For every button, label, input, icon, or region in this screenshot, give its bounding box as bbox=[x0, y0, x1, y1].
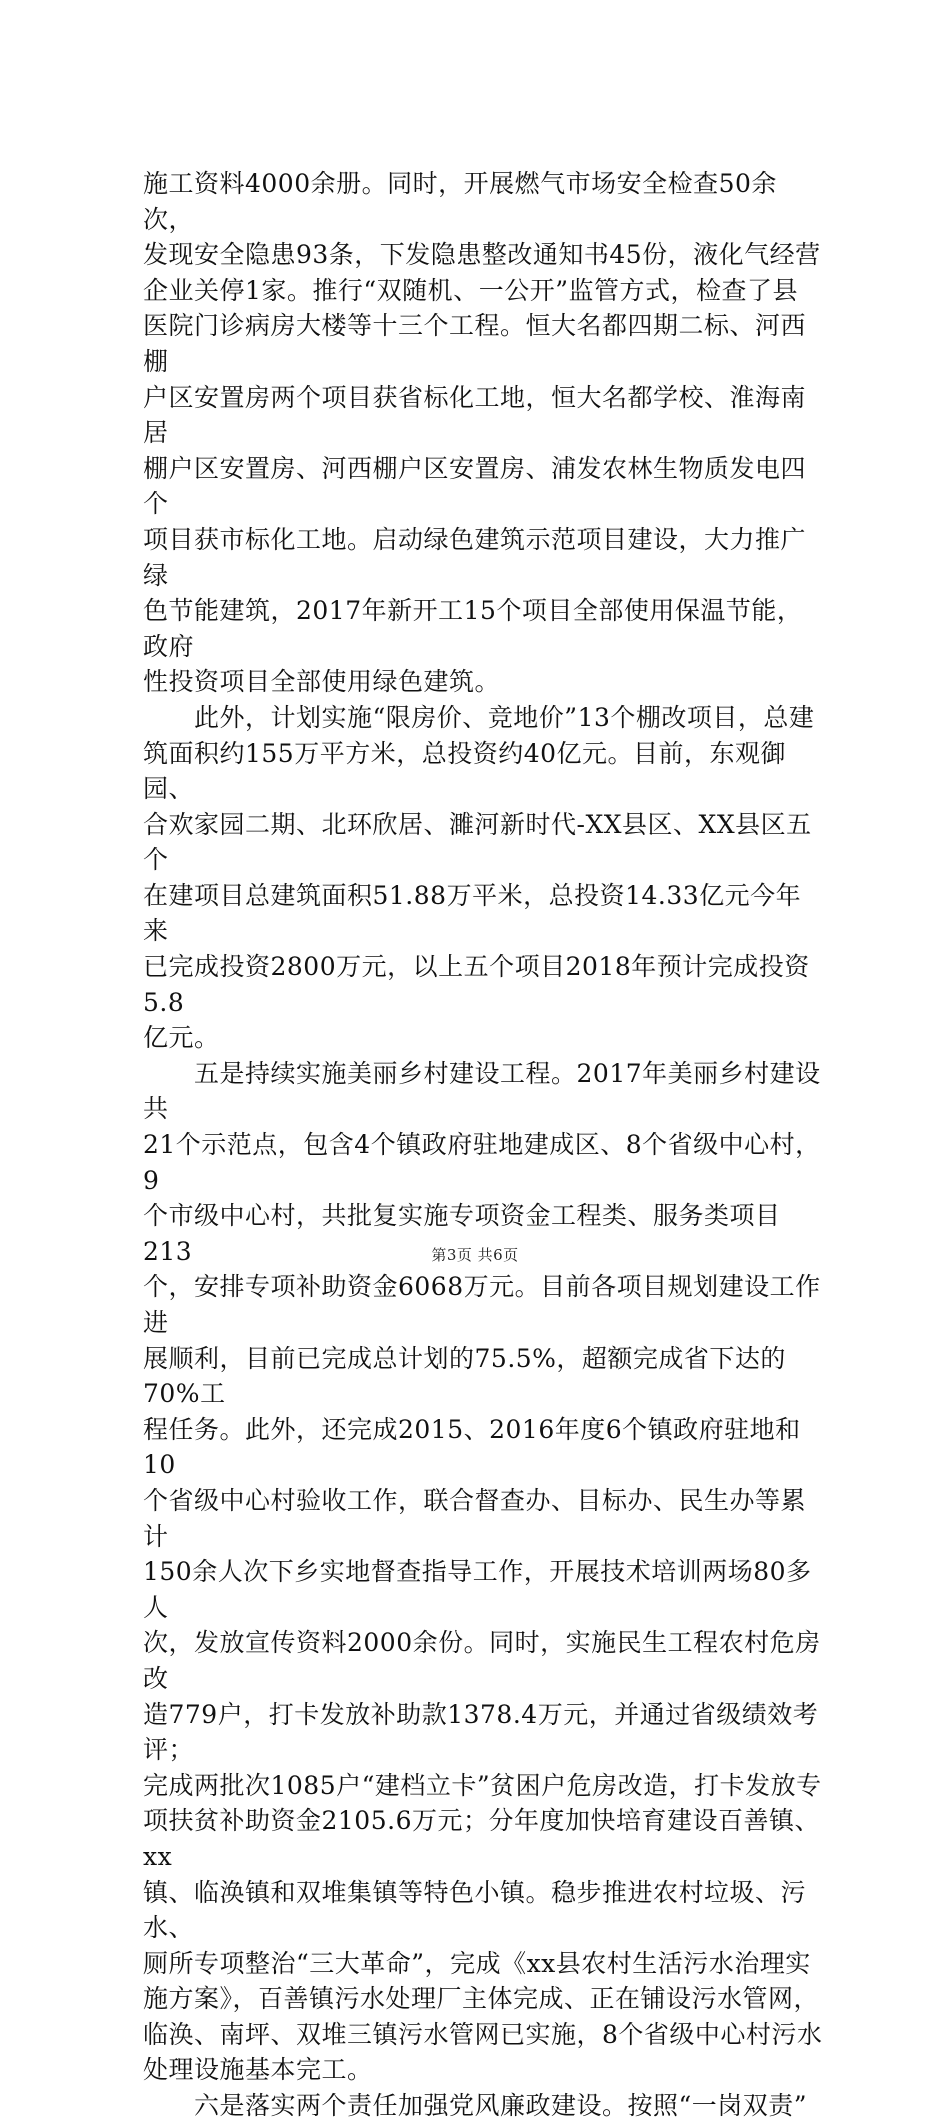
document-body bbox=[143, 166, 823, 2124]
paragraph-party-conduct: 六是落实两个责任加强党风廉政建设。按照“一岗双责” bbox=[143, 2091, 808, 2121]
paragraph-rural-construction: 五是持续实施美丽乡村建设工程。2017年美丽乡村建设共 21个示范点，包含4个镇政府驻地建成区、8个省级中心村，9 个市级中心村，共批复实施专项资金工程类、服务类项目213 个，安排专项补助资金6068万元。目前各项目规划建设工作进 展顺利，目前已完成总计划的75.5%，超额完成省下达的70%工 程任务。此外，还完成2015、2016年度6个镇政府驻地和10 个省级中心村验收工作，联合督查办、目标办、民生办等累计 150余人次下乡实地督查指导工作，开展技术培训两场80多人 次，发放宣传资料2000余份。同时，实施民生工程农村危房改 造779户，打卡发放补助款1378.4万元，并通过省级绩效考评； 完成两批次1085户“建档立卡”贫困户危房改造，打卡发放专 项扶贫补助资金2105.6万元；分年度加快培育建设百善镇、xx 镇、临涣镇和双堆集镇等特色小镇。稳步推进农村垃圾、污水、 厕所专项整治“三大革命”，完成《xx县农村生活污水治理实 施方案》，百善镇污水处理厂主体完成、正在铺设污水管网， 临涣、南坪、双堆三镇污水管网已实施，8个省级中心村污水 处理设施基本完工。 bbox=[143, 1058, 823, 2085]
paragraph-construction-safety: 施工资料4000余册。同时，开展燃气市场安全检查50余次， 发现安全隐患93条，下发隐患整改通知书45份，液化气经营 企业关停1家。推行“双随机、一公开”监管方式，检查了县 医院门诊病房大楼等十三个工程。恒大名都四期二标、河西棚 户区安置房两个项目获省标化工地，恒大名都学校、淮海南居 棚户区安置房、河西棚户区安置房、浦发农林生物质发电四个 项目获市标化工地。启动绿色建筑示范项目建设，大力推广绿 色节能建筑，2017年新开工15个项目全部使用保温节能，政府 性投资项目全部使用绿色建筑。 bbox=[143, 169, 821, 697]
page-footer: 第3页 共6页 bbox=[431, 1246, 519, 1264]
paragraph-housing-projects: 此外，计划实施“限房价、竞地价”13个棚改项目，总建 筑面积约155万平方米，总投资约40亿元。目前，东观御园、 合欢家园二期、北环欣居、濉河新时代-XX县区、XX县区五个 在建项目总建筑面积51.88万平米，总投资14.33亿元今年来 已完成投资2800万元，以上五个项目2018年预计完成投资5.8 亿元。 bbox=[143, 702, 815, 1053]
